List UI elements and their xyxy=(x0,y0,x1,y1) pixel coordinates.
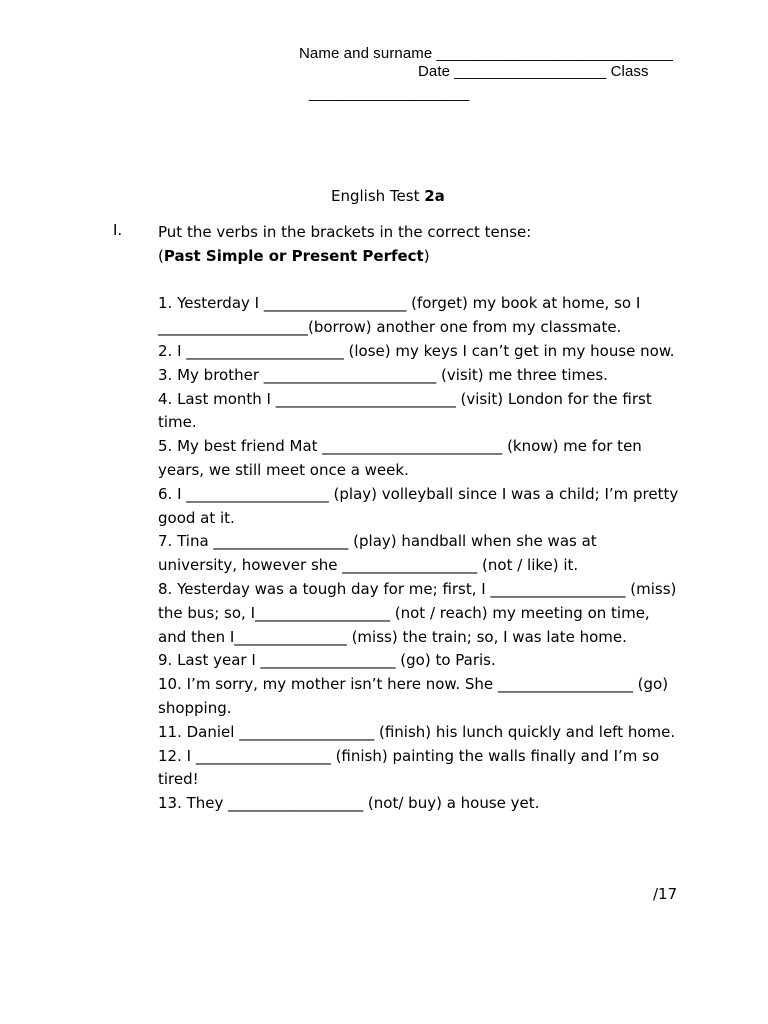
section-number: I. xyxy=(113,221,123,239)
exercise-line: 6. I ___________________ (play) volleyball since I was a child; I’m pretty xyxy=(158,484,679,503)
exercise-line: and then I_______________ (miss) the train; so, I was late home. xyxy=(158,627,627,646)
exercise-line: the bus; so, I__________________ (not / reach) my meeting on time, xyxy=(158,603,650,622)
tense-hint-open: ( xyxy=(158,246,164,265)
exercise-line: tired! xyxy=(158,770,199,789)
name-surname-field: Name and surname ____________________________ xyxy=(299,45,673,62)
exercise-line: 13. They __________________ (not/ buy) a house yet. xyxy=(158,794,540,813)
exercise-line: university, however she __________________ (not / like) it. xyxy=(158,556,579,575)
exercise-line: 7. Tina __________________ (play) handball when she was at xyxy=(158,532,597,551)
exercise-line: 5. My best friend Mat ________________________ (know) me for ten xyxy=(158,437,642,456)
test-title-prefix: English Test xyxy=(331,187,425,205)
tense-hint-close: ) xyxy=(423,246,430,265)
test-title xyxy=(331,187,445,205)
exercise-line: shopping. xyxy=(158,698,232,717)
exercise-line: good at it. xyxy=(158,508,235,527)
exercise-line: years, we still meet once a week. xyxy=(158,460,409,479)
exercise-line: 2. I _____________________ (lose) my keys I can’t get in my house now. xyxy=(158,341,675,360)
class-blank: ___________________ xyxy=(309,85,470,102)
tense-hint-bold: Past Simple or Present Perfect xyxy=(163,246,424,265)
exercise-line: 12. I __________________ (finish) painting the walls finally and I’m so xyxy=(158,746,660,765)
exercise-line: time. xyxy=(158,413,197,432)
exercise-line: 1. Yesterday I ___________________ (forget) my book at home, so I xyxy=(158,294,641,313)
exercise-line: 11. Daniel __________________ (finish) his lunch quickly and left home. xyxy=(158,722,676,741)
exercise-line: 8. Yesterday was a tough day for me; first, I __________________ (miss) xyxy=(158,579,677,598)
score-total: /17 xyxy=(653,885,678,903)
exercise-line: 10. I’m sorry, my mother isn’t here now. She __________________ (go) xyxy=(158,675,669,694)
exercise-list xyxy=(158,292,688,816)
spacer xyxy=(158,269,688,293)
exercise-body xyxy=(158,221,688,816)
exercise-line: ____________________(borrow) another one from my classmate. xyxy=(158,318,622,337)
test-variant: 2a xyxy=(424,187,445,205)
tense-hint xyxy=(158,245,688,269)
exercise-line: 3. My brother _______________________ (visit) me three times. xyxy=(158,365,608,384)
section-instruction: Put the verbs in the brackets in the correct tense: xyxy=(158,223,532,241)
date-class-field: Date __________________ Class xyxy=(418,63,649,80)
exercise-line: 4. Last month I ________________________ (visit) London for the first xyxy=(158,389,652,408)
exercise-line: 9. Last year I __________________ (go) to Paris. xyxy=(158,651,496,670)
